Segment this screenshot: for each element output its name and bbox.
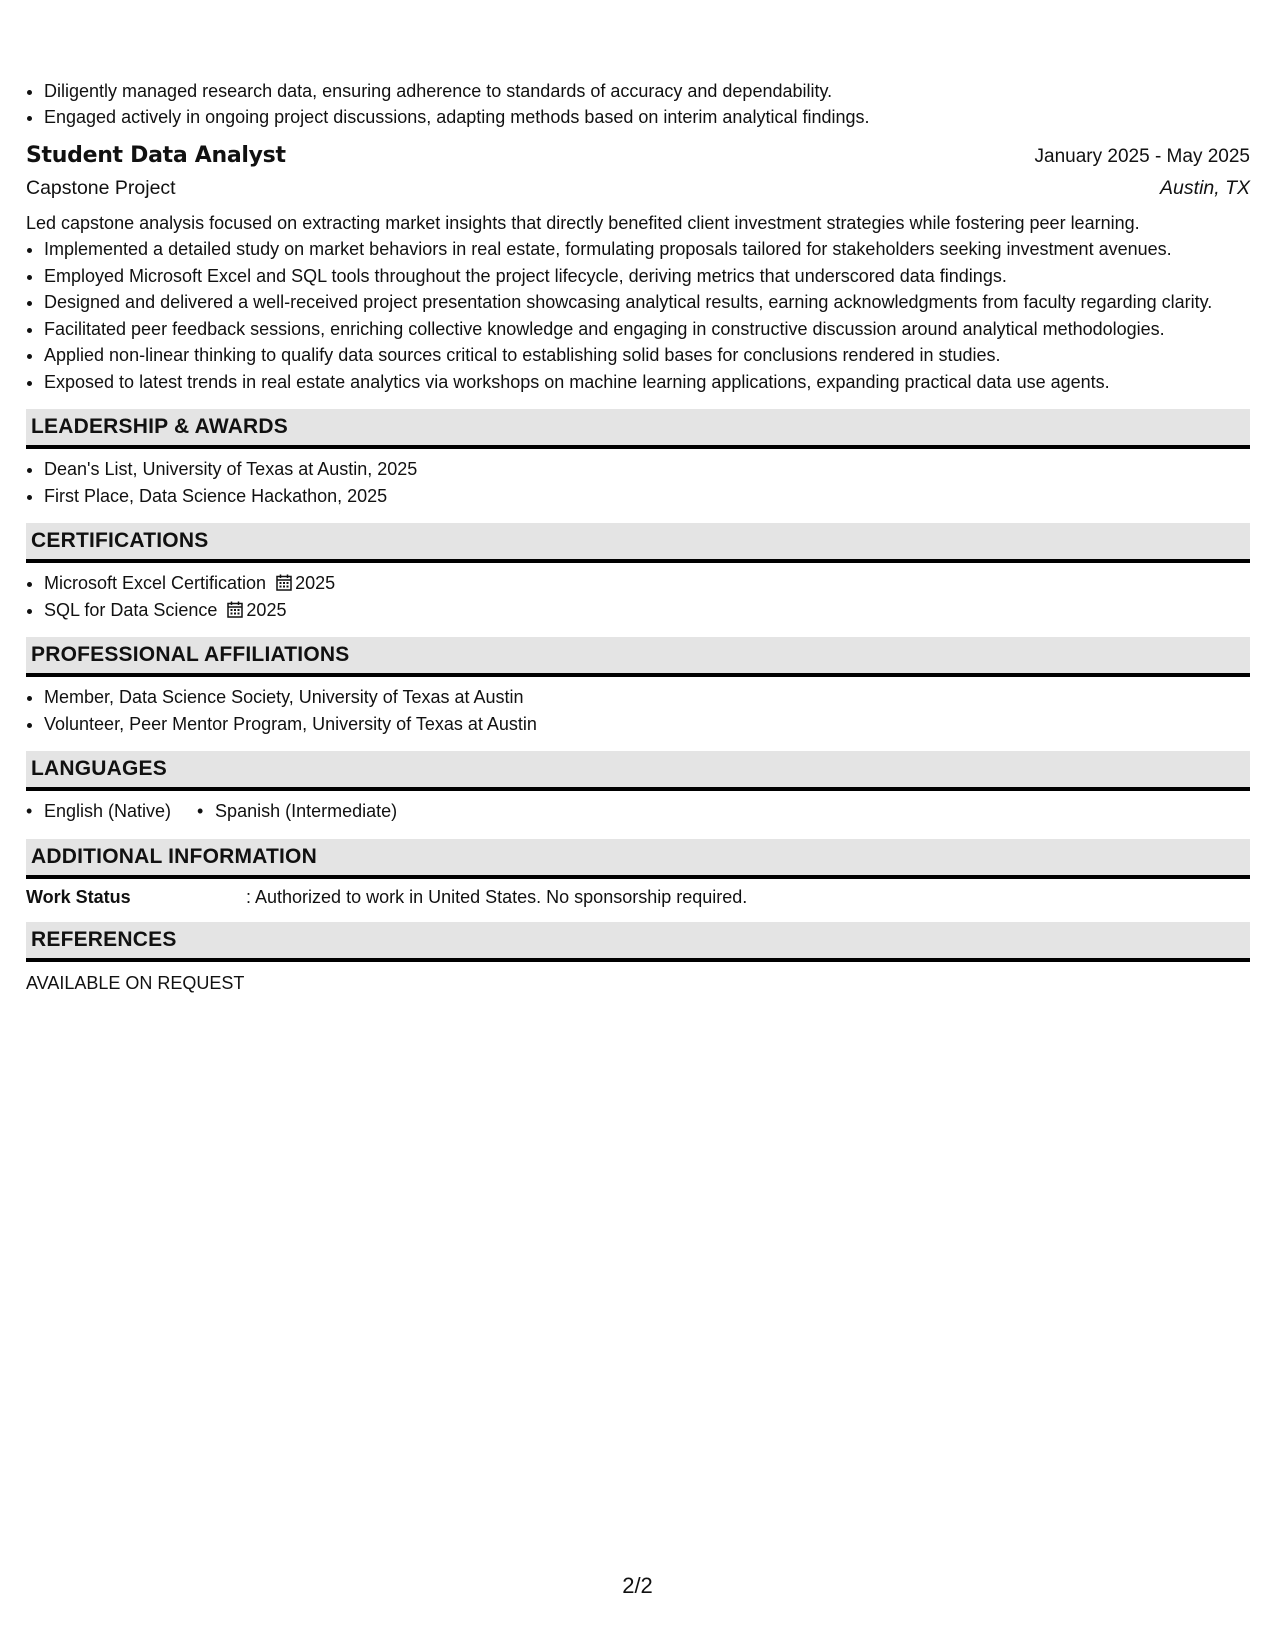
list-item: • Exposed to latest trends in real estate analytics via workshops on machine learning applications, expanding practical data use agents. (44, 369, 1250, 396)
job-location: Austin, TX (1160, 177, 1250, 199)
section-heading-certifications: CERTIFICATIONS (26, 523, 1250, 563)
work-status-value: : Authorized to work in United States. No sponsorship required. (246, 886, 748, 907)
list-item: • Engaged actively in ongoing project discussions, adapting methods based on interim analytical findings. (44, 104, 1250, 130)
job-dates: January 2025 - May 2025 (1034, 146, 1250, 167)
certification-item (44, 570, 1250, 597)
list-item: • Dean's List, University of Texas at Austin, 2025 (44, 456, 1250, 483)
section-heading-affiliations: PROFESSIONAL AFFILIATIONS (26, 637, 1250, 677)
job-title: Student Data Analyst (26, 143, 286, 168)
resume-page (26, 78, 1250, 994)
calendar-icon (276, 574, 292, 591)
list-item: • Member, Data Science Society, University of Texas at Austin (44, 684, 1250, 711)
work-status-label: Work Status (26, 886, 131, 907)
job-header (26, 143, 1250, 168)
job-summary: Led capstone analysis focused on extracting market insights that directly benefited client investment strategies while fostering peer learning. (26, 213, 1140, 233)
list-item: • Volunteer, Peer Mentor Program, University of Texas at Austin (44, 711, 1250, 738)
calendar-icon (227, 601, 243, 618)
certification-item (44, 597, 1250, 624)
certification-year: 2025 (246, 599, 287, 620)
work-status-row (26, 887, 1250, 908)
previous-role-bullets (26, 78, 1250, 130)
section-heading-additional-information: ADDITIONAL INFORMATION (26, 839, 1250, 879)
list-item: • Designed and delivered a well-received project presentation showcasing analytical results, earning acknowledgments from faculty regarding clarity. (44, 289, 1250, 316)
list-item: • Diligently managed research data, ensuring adherence to standards of accuracy and dependability. (44, 78, 1250, 104)
list-item: • Implemented a detailed study on market behaviors in real estate, formulating proposals tailored for stakeholders seeking investment avenues. (44, 236, 1250, 263)
list-item: • Applied non-linear thinking to qualify data sources critical to establishing solid bases for conclusions rendered in studies. (44, 342, 1250, 369)
certification-name: Microsoft Excel Certification (44, 573, 267, 593)
language-item: • Spanish (Intermediate) (197, 798, 397, 825)
list-item: • Facilitated peer feedback sessions, enriching collective knowledge and engaging in constructive discussion around analytical methodologies. (44, 316, 1250, 343)
job-bullets (26, 236, 1250, 395)
language-item: • English (Native) (26, 798, 171, 825)
certification-name: SQL for Data Science (44, 599, 218, 620)
section-heading-leadership: LEADERSHIP & AWARDS (26, 409, 1250, 449)
list-item: • First Place, Data Science Hackathon, 2025 (44, 483, 1250, 510)
job-subheader (26, 177, 1250, 200)
section-heading-references: REFERENCES (26, 922, 1250, 962)
leadership-list (26, 456, 1250, 509)
experience-entry (26, 143, 1250, 395)
list-item: • Employed Microsoft Excel and SQL tools throughout the project lifecycle, deriving metrics that underscored data findings. (44, 263, 1250, 290)
references-text: AVAILABLE ON REQUEST (26, 972, 245, 993)
page-number: 2/2 (622, 1573, 653, 1598)
certifications-list (26, 570, 1250, 623)
languages-list (26, 798, 1250, 825)
certification-year: 2025 (295, 573, 336, 593)
section-heading-languages: LANGUAGES (26, 751, 1250, 791)
affiliations-list (26, 684, 1250, 737)
job-organization: Capstone Project (26, 177, 176, 199)
